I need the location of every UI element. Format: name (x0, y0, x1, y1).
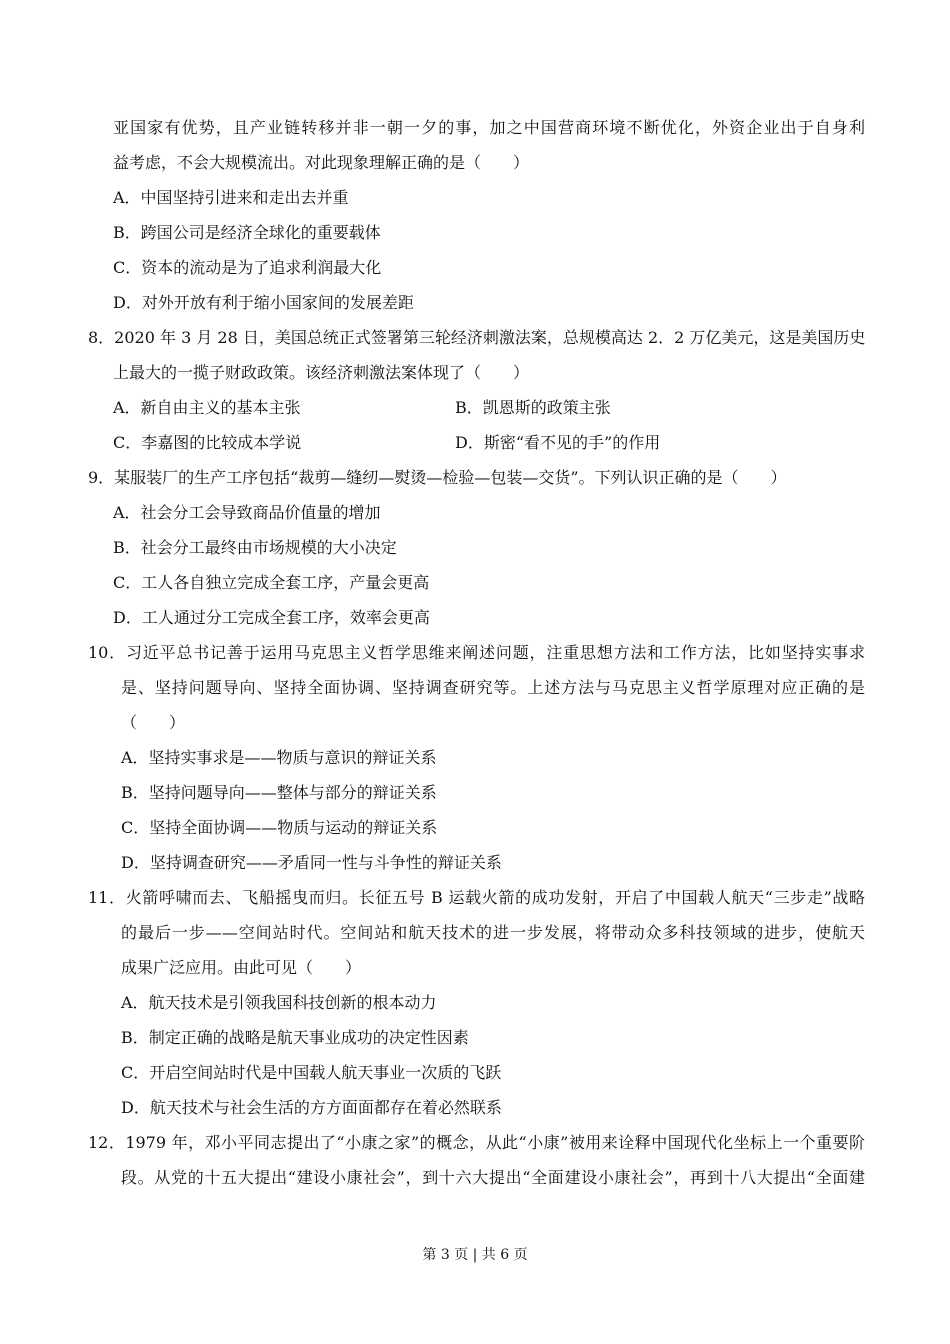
q12-stem-line: 段。从党的十五大提出“建设小康社会”，到十六大提出“全面建设小康社会”，再到十八大提出“全面建 (121, 1168, 865, 1187)
q9-option-a: A．社会分工会导致商品价值量的增加 (113, 503, 381, 522)
q9-option-d: D．工人通过分工完成全套工序，效率会更高 (113, 608, 430, 627)
q12-stem-line: 12．1979 年，邓小平同志提出了“小康之家”的概念，从此“小康”被用来诠释中国现代化坐标上一个重要阶 (88, 1133, 865, 1152)
q11-option-d: D．航天技术与社会生活的方方面面都存在着必然联系 (121, 1098, 502, 1117)
q11-stem-line: 成果广泛应用。由此可见（ ） (121, 958, 362, 977)
q9-stem-line: 9．某服装厂的生产工序包括“裁剪—缝纫—熨烫—检验—包装—交货”。下列认识正确的是（ ） (88, 468, 787, 487)
q7-option-a: A．中国坚持引进来和走出去并重 (113, 188, 349, 207)
q7-stem-line: 益考虑，不会大规模流出。对此现象理解正确的是（ ） (113, 153, 530, 172)
q11-option-c: C．开启空间站时代是中国载人航天事业一次质的飞跃 (121, 1063, 502, 1082)
q10-option-c: C．坚持全面协调——物质与运动的辩证关系 (121, 818, 438, 837)
q7-option-b: B．跨国公司是经济全球化的重要载体 (113, 223, 381, 242)
q9-option-b: B．社会分工最终由市场规模的大小决定 (113, 538, 397, 557)
q8-stem-line: 上最大的一揽子财政政策。该经济刺激法案体现了（ ） (113, 363, 530, 382)
q10-option-b: B．坚持问题导向——整体与部分的辩证关系 (121, 783, 437, 802)
q8-stem-line: 8．2020 年 3 月 28 日，美国总统正式签署第三轮经济刺激法案，总规模高达 2．2 万亿美元，这是美国历史 (88, 328, 866, 347)
q10-option-d: D．坚持调查研究——矛盾同一性与斗争性的辩证关系 (121, 853, 502, 872)
q11-stem-line: 11．火箭呼啸而去、飞船摇曳而归。长征五号 B 运载火箭的成功发射，开启了中国载人航天“三步走”战略 (88, 888, 865, 907)
q10-stem-line: 10．习近平总书记善于运用马克思主义哲学思维来阐述问题，注重思想方法和工作方法，比如坚持实事求 (88, 643, 865, 662)
q10-stem-line: 是、坚持问题导向、坚持全面协调、坚持调查研究等。上述方法与马克思主义哲学原理对应正确的是 (121, 678, 865, 697)
q10-option-a: A．坚持实事求是——物质与意识的辩证关系 (121, 748, 437, 767)
q8-option-a: A．新自由主义的基本主张 (113, 398, 301, 417)
q10-stem-line: （ ） (121, 713, 186, 732)
q9-option-c: C．工人各自独立完成全套工序，产量会更高 (113, 573, 430, 592)
page-footer: 第 3 页 | 共 6 页 (422, 1247, 528, 1263)
q11-stem-line: 的最后一步——空间站时代。空间站和航天技术的进一步发展，将带动众多科技领域的进步，使航天 (121, 923, 865, 942)
q7-stem-line: 亚国家有优势，且产业链转移并非一朝一夕的事，加之中国营商环境不断优化，外资企业出于自身利 (113, 118, 865, 137)
q11-option-b: B．制定正确的战略是航天事业成功的决定性因素 (121, 1028, 469, 1047)
q7-option-c: C．资本的流动是为了追求利润最大化 (113, 258, 382, 277)
q7-option-d: D．对外开放有利于缩小国家间的发展差距 (113, 293, 414, 312)
q8-option-d: D．斯密“看不见的手”的作用 (455, 433, 661, 452)
q8-option-c: C．李嘉图的比较成本学说 (113, 433, 302, 452)
q8-option-b: B．凯恩斯的政策主张 (455, 398, 611, 417)
q11-option-a: A．航天技术是引领我国科技创新的根本动力 (121, 993, 437, 1012)
